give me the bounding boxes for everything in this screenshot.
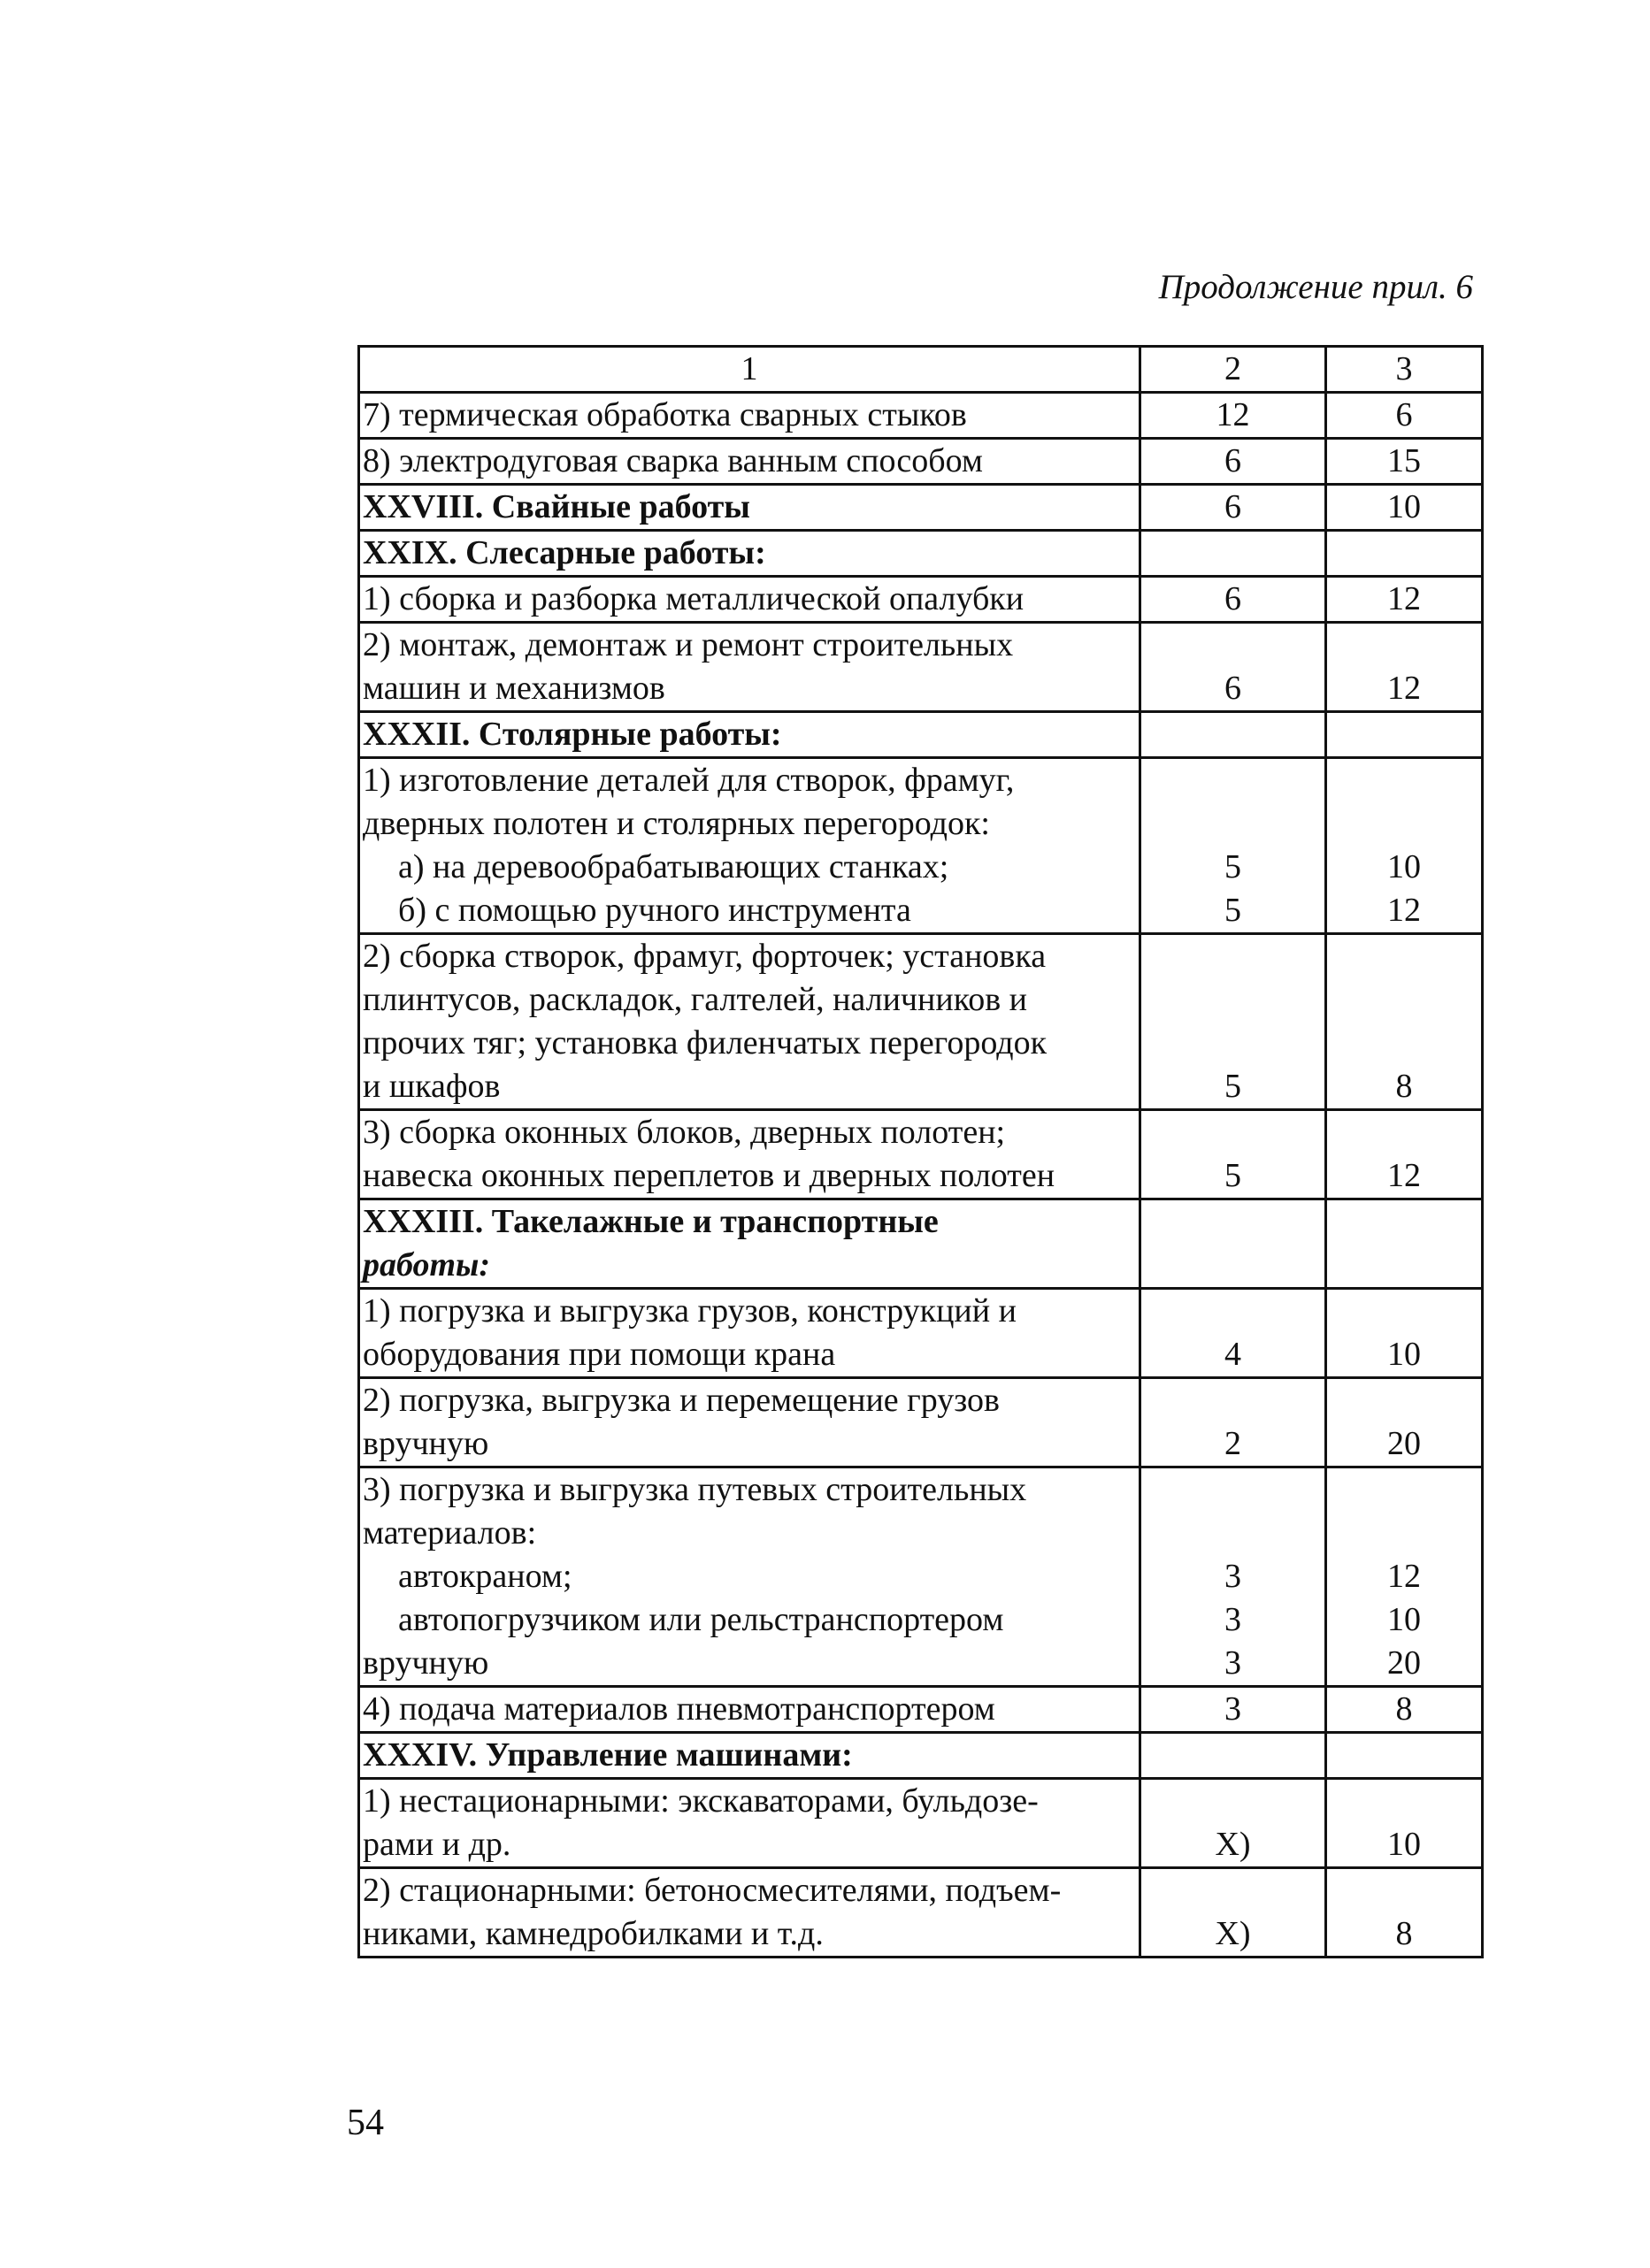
value-cell-col2 [1140, 393, 1326, 439]
header-cell-2: 2 [1140, 347, 1326, 393]
cell-value: 3 [1224, 1558, 1241, 1595]
cell-value: 8 [1395, 1690, 1413, 1728]
cell-value: 10 [1387, 1336, 1421, 1373]
cell-value: 5 [1224, 892, 1241, 929]
cell-text-line: 8) электродуговая сварка ванным способом [363, 442, 983, 479]
table-row [359, 439, 1483, 485]
continuation-note: Продолжение прил. 6 [1158, 268, 1473, 306]
work-type-cell [359, 1289, 1140, 1378]
cell-text-line: 1) изготовление деталей для створок, фрамуг, [363, 762, 1015, 799]
cell-value: 3 [1224, 1601, 1241, 1638]
cell-text-line: навеска оконных переплетов и дверных полотен [363, 1157, 1055, 1194]
cell-text-line: вручную [363, 1644, 489, 1682]
table-row [359, 1467, 1483, 1687]
cell-text-line: оборудования при помощи крана [363, 1336, 836, 1373]
cell-value: 6 [1224, 580, 1241, 617]
cell-text-line: вручную [363, 1425, 489, 1462]
norms-table [357, 345, 1484, 1958]
cell-value: 2 [1224, 1425, 1241, 1462]
cell-value: 12 [1216, 396, 1250, 433]
cell-value: Х) [1215, 1826, 1251, 1863]
cell-value: 6 [1395, 396, 1413, 433]
cell-value: 5 [1224, 848, 1241, 885]
cell-text-line: автопогрузчиком или рельстранспортером [398, 1601, 1004, 1638]
cell-text-line: XXXIV. Управление машинами: [363, 1736, 853, 1774]
section-row [359, 712, 1483, 758]
cell-value: 8 [1395, 1915, 1413, 1952]
value-cell-col3 [1326, 712, 1483, 758]
cell-text-line: дверных полотен и столярных перегородок: [363, 805, 990, 842]
cell-text-line: XXXII. Столярные работы: [363, 716, 782, 753]
table-row [359, 623, 1483, 712]
cell-value: 15 [1387, 442, 1421, 479]
section-title-cell [359, 485, 1140, 531]
cell-text-line: плинтусов, раскладок, галтелей, наличников и [363, 981, 1028, 1018]
value-cell-col2 [1140, 1467, 1326, 1687]
work-type-cell [359, 1779, 1140, 1868]
value-cell-col3 [1326, 531, 1483, 577]
table-row [359, 577, 1483, 623]
cell-value: 12 [1387, 892, 1421, 929]
table-row [359, 758, 1483, 934]
cell-text-line: 2) сборка створок, фрамуг, форточек; установка [363, 938, 1047, 975]
cell-text-line: 3) сборка оконных блоков, дверных полотен; [363, 1114, 1006, 1151]
work-type-cell [359, 934, 1140, 1110]
value-cell-col2 [1140, 485, 1326, 531]
section-row [359, 1733, 1483, 1779]
cell-text-line: автокраном; [398, 1558, 572, 1595]
value-cell-col3 [1326, 1199, 1483, 1289]
section-row [359, 485, 1483, 531]
cell-text-line: и шкафов [363, 1068, 501, 1105]
cell-text-line: XXIX. Слесарные работы: [363, 534, 766, 571]
cell-text-line: 2) стационарными: бетоносмесителями, подъем- [363, 1872, 1062, 1909]
cell-value: 12 [1387, 670, 1421, 707]
page-number: 54 [347, 2103, 384, 2143]
work-type-cell [359, 393, 1140, 439]
cell-text-line: 1) сборка и разборка металлической опалубки [363, 580, 1025, 617]
table-row [359, 1378, 1483, 1467]
cell-value: 5 [1224, 1157, 1241, 1194]
cell-text-line: 2) монтаж, демонтаж и ремонт строительных [363, 626, 1014, 663]
value-cell-col2 [1140, 439, 1326, 485]
work-type-cell [359, 439, 1140, 485]
section-row [359, 531, 1483, 577]
cell-value: 4 [1224, 1336, 1241, 1373]
value-cell-col3 [1326, 393, 1483, 439]
work-type-cell [359, 1467, 1140, 1687]
header-cell-1: 1 [359, 347, 1140, 393]
work-type-cell [359, 577, 1140, 623]
value-cell-col2 [1140, 758, 1326, 934]
value-cell-col3 [1326, 1467, 1483, 1687]
table-row [359, 1110, 1483, 1199]
work-type-cell [359, 1868, 1140, 1958]
cell-value: 10 [1387, 848, 1421, 885]
section-title-cell [359, 1733, 1140, 1779]
work-type-cell [359, 1687, 1140, 1733]
value-cell-col3 [1326, 1779, 1483, 1868]
cell-text-line: 2) погрузка, выгрузка и перемещение грузов [363, 1382, 1000, 1419]
table-row [359, 934, 1483, 1110]
table-row [359, 1868, 1483, 1958]
value-cell-col3 [1326, 439, 1483, 485]
work-type-cell [359, 1378, 1140, 1467]
cell-value: Х) [1215, 1915, 1251, 1952]
cell-value: 20 [1387, 1425, 1421, 1462]
value-cell-col3 [1326, 1378, 1483, 1467]
value-cell-col3 [1326, 1733, 1483, 1779]
value-cell-col3 [1326, 485, 1483, 531]
cell-text-line: XXVIII. Свайные работы [363, 488, 750, 525]
cell-text-line: б) с помощью ручного инструмента [398, 892, 911, 929]
value-cell-col3 [1326, 758, 1483, 934]
cell-value: 10 [1387, 1601, 1421, 1638]
cell-text-line: XXXIII. Такелажные и транспортные [363, 1203, 939, 1240]
value-cell-col3 [1326, 623, 1483, 712]
cell-value: 3 [1224, 1690, 1241, 1728]
cell-text-line: материалов: [363, 1514, 537, 1552]
value-cell-col2 [1140, 623, 1326, 712]
value-cell-col3 [1326, 1687, 1483, 1733]
table-row [359, 1779, 1483, 1868]
cell-text-line: прочих тяг; установка филенчатых перегородок [363, 1024, 1048, 1061]
table-row [359, 393, 1483, 439]
value-cell-col2 [1140, 1733, 1326, 1779]
cell-value: 10 [1387, 1826, 1421, 1863]
table-row [359, 1687, 1483, 1733]
cell-text-line: 4) подача материалов пневмотранспортером [363, 1690, 995, 1728]
value-cell-col3 [1326, 577, 1483, 623]
table-body [359, 347, 1483, 1958]
cell-text-line: 1) нестационарными: экскаваторами, бульдозе- [363, 1782, 1039, 1820]
section-title-cell [359, 712, 1140, 758]
work-type-cell [359, 623, 1140, 712]
table-row [359, 1289, 1483, 1378]
table-header-row [359, 347, 1483, 393]
value-cell-col2 [1140, 1868, 1326, 1958]
cell-value: 12 [1387, 1558, 1421, 1595]
cell-text-line: работы: [363, 1246, 491, 1283]
section-title-cell [359, 531, 1140, 577]
cell-text-line: 3) погрузка и выгрузка путевых строительных [363, 1471, 1027, 1508]
cell-value: 3 [1224, 1644, 1241, 1682]
cell-text-line: машин и механизмов [363, 670, 665, 707]
value-cell-col2 [1140, 1378, 1326, 1467]
header-cell-3: 3 [1326, 347, 1483, 393]
section-row [359, 1199, 1483, 1289]
cell-text-line: 7) термическая обработка сварных стыков [363, 396, 967, 433]
cell-text-line: рами и др. [363, 1826, 511, 1863]
cell-value: 10 [1387, 488, 1421, 525]
value-cell-col2 [1140, 1687, 1326, 1733]
value-cell-col2 [1140, 1779, 1326, 1868]
value-cell-col2 [1140, 577, 1326, 623]
value-cell-col2 [1140, 712, 1326, 758]
value-cell-col3 [1326, 1110, 1483, 1199]
value-cell-col2 [1140, 934, 1326, 1110]
value-cell-col3 [1326, 1868, 1483, 1958]
cell-text-line: а) на деревообрабатывающих станках; [398, 848, 949, 885]
cell-text-line: никами, камнедробилками и т.д. [363, 1915, 824, 1952]
cell-value: 5 [1224, 1068, 1241, 1105]
work-type-cell [359, 758, 1140, 934]
section-title-cell [359, 1199, 1140, 1289]
cell-value: 20 [1387, 1644, 1421, 1682]
cell-value: 6 [1224, 670, 1241, 707]
value-cell-col3 [1326, 934, 1483, 1110]
value-cell-col2 [1140, 1289, 1326, 1378]
value-cell-col2 [1140, 1110, 1326, 1199]
value-cell-col3 [1326, 1289, 1483, 1378]
value-cell-col2 [1140, 531, 1326, 577]
cell-value: 12 [1387, 1157, 1421, 1194]
cell-value: 6 [1224, 488, 1241, 525]
cell-value: 6 [1224, 442, 1241, 479]
cell-text-line: 1) погрузка и выгрузка грузов, конструкций и [363, 1292, 1017, 1329]
cell-value: 12 [1387, 580, 1421, 617]
cell-value: 8 [1395, 1068, 1413, 1105]
value-cell-col2 [1140, 1199, 1326, 1289]
work-type-cell [359, 1110, 1140, 1199]
